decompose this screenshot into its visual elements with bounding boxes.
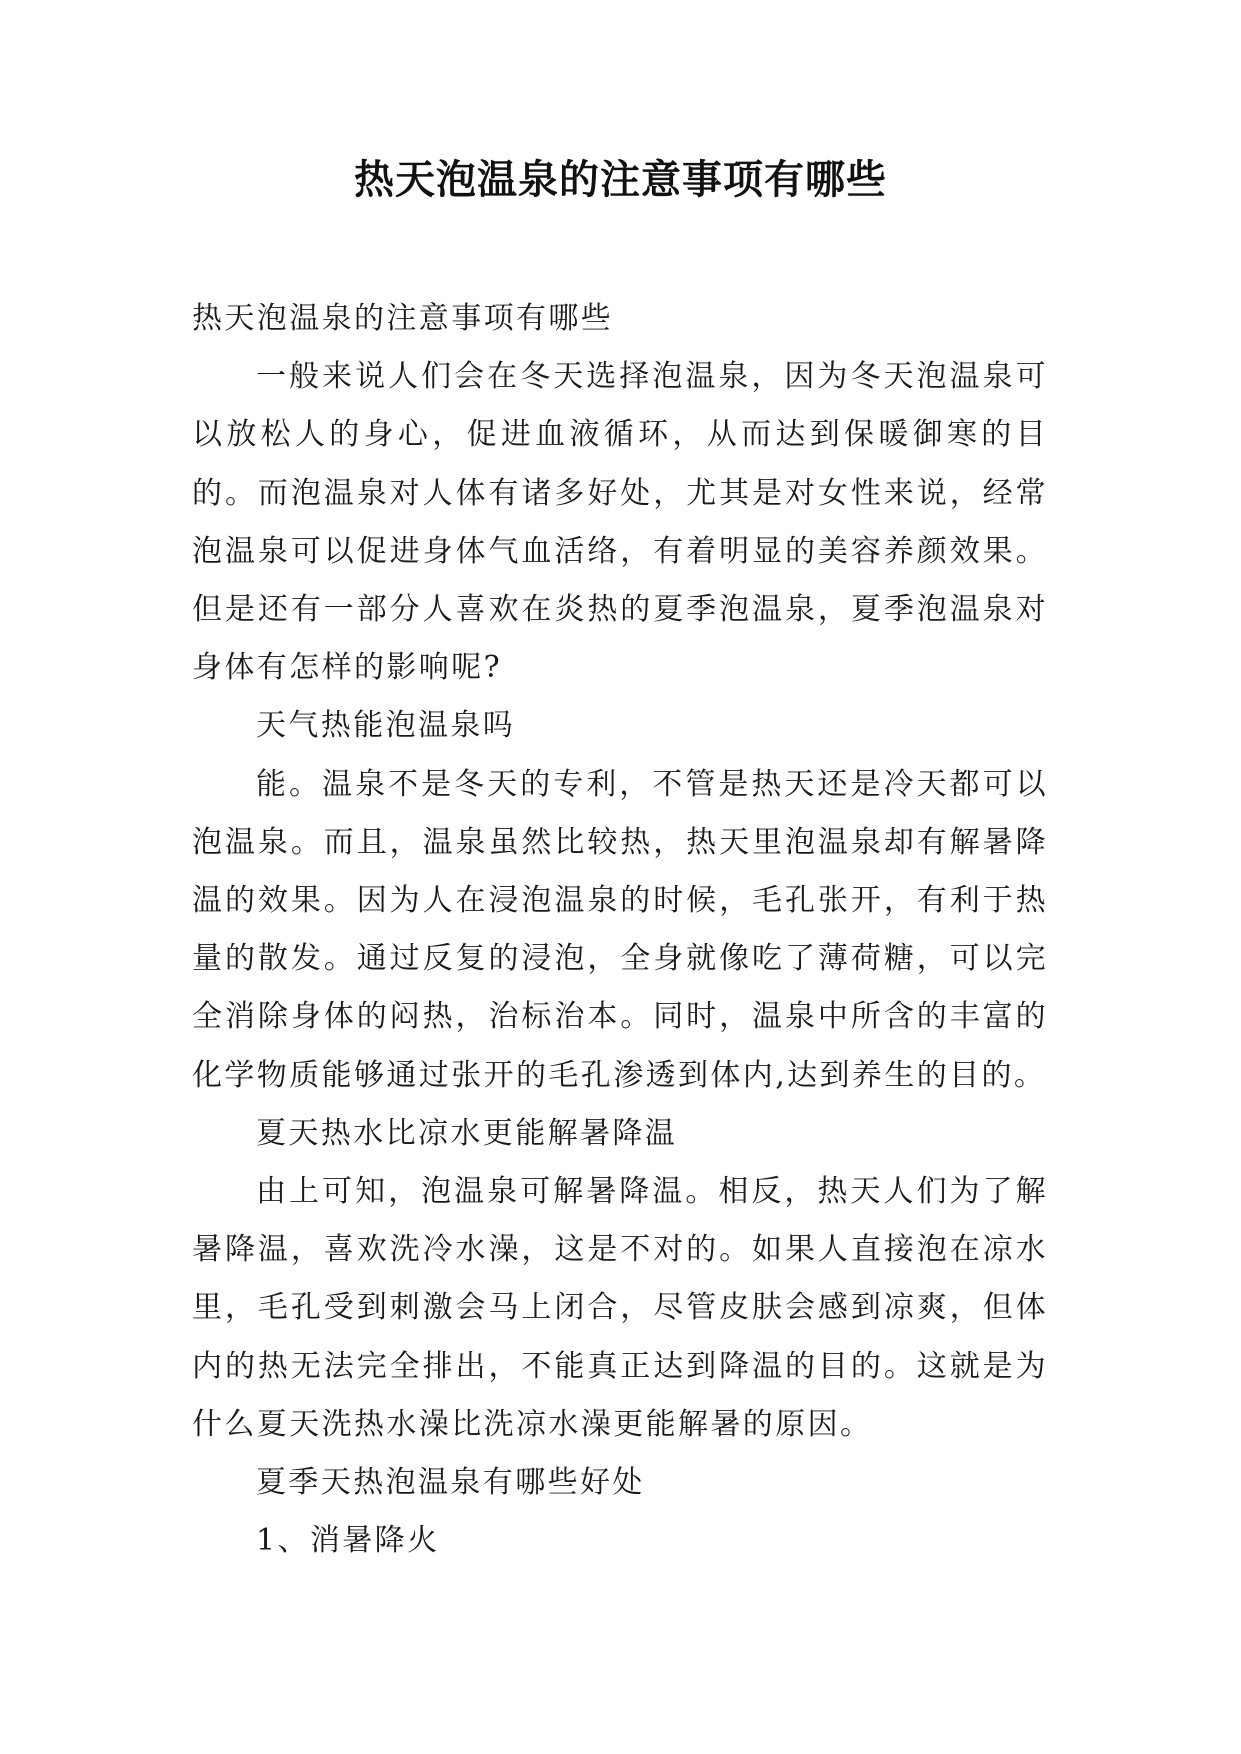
paragraph-answer: 能。温泉不是冬天的专利，不管是热天还是冷天都可以泡温泉。而且，温泉虽然比较热，热天里泡温泉却有解暑降温的效果。因为人在浸泡温泉的时候，毛孔张开，有利于热量的散发。通过反复的浸泡，全身就像吃了薄荷糖，可以完全消除身体的闷热，治标治本。同时，温泉中所含的丰富的化学物质能够通过张开的毛孔渗透到体内,达到养生的目的。 xyxy=(192,766,1048,1093)
paragraph-intro: 一般来说人们会在冬天选择泡温泉，因为冬天泡温泉可以放松人的身心，促进血液循环，从而达到保暖御寒的目的。而泡温泉对人体有诸多好处，尤其是对女性来说，经常泡温泉可以促进身体气血活络，有着明显的美容养颜效果。但是还有一部分人喜欢在炎热的夏季泡温泉，夏季泡温泉对身体有怎样的影响呢? xyxy=(192,359,1048,686)
subheading-benefits: 夏季天热泡温泉有哪些好处 xyxy=(256,1465,645,1501)
list-item-1: 1、消暑降火 xyxy=(256,1523,440,1559)
intro-heading: 热天泡温泉的注意事项有哪些 xyxy=(192,301,614,336)
subheading-hot-weather: 天气热能泡温泉吗 xyxy=(256,708,516,744)
subheading-hot-vs-cold-water: 夏天热水比凉水更能解暑降温 xyxy=(256,1115,678,1151)
document-title: 热天泡温泉的注意事项有哪些 xyxy=(354,157,887,203)
paragraph-explanation: 由上可知，泡温泉可解暑降温。相反，热天人们为了解暑降温，喜欢洗冷水澡，这是不对的。如果人直接泡在凉水里，毛孔受到刺激会马上闭合，尽管皮肤会感到凉爽，但体内的热无法完全排出，不能真正达到降温的目的。这就是为什么夏天洗热水澡比洗凉水澡更能解暑的原因。 xyxy=(192,1174,1048,1442)
document-body xyxy=(192,290,1048,1570)
